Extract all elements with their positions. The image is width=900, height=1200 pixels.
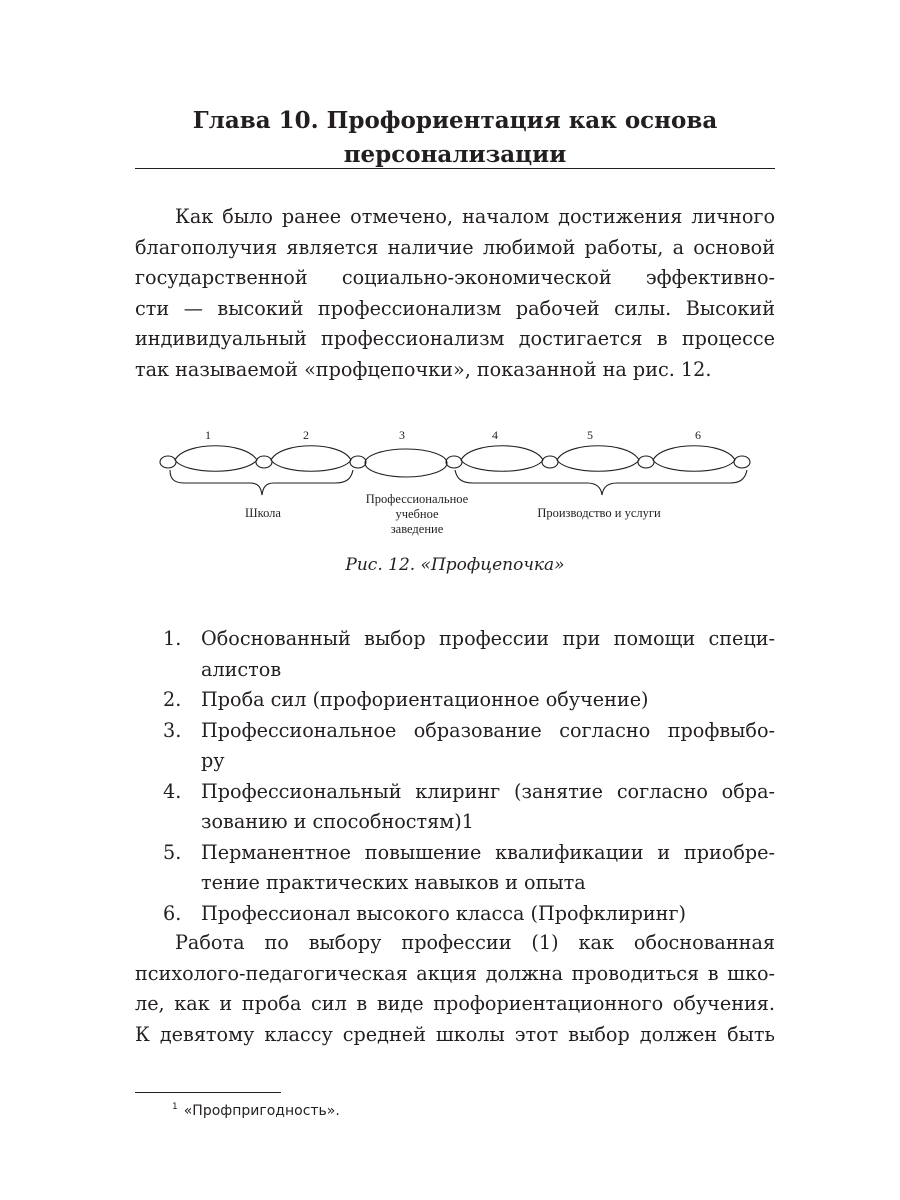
- figure-caption: Рис. 12. «Профцепочка»: [345, 555, 565, 575]
- group-label-edu-3: заведение: [390, 522, 444, 536]
- closing-paragraph: [135, 928, 775, 1050]
- step-text-line: Профессиональный клиринг (занятие согласно обра-: [201, 779, 775, 803]
- step-item-5: [135, 838, 775, 899]
- link-number-1: 1: [205, 428, 211, 442]
- link-number-3: 3: [399, 428, 405, 442]
- chapter-title-line-1: Глава 10. Профориентация как основа: [192, 107, 718, 134]
- profchain-diagram: [155, 425, 755, 545]
- link-number-5: 5: [587, 428, 593, 442]
- step-text-line: зованию и способностям)1: [201, 810, 474, 833]
- chain-joint: [638, 456, 654, 468]
- chain-link-2: [271, 446, 351, 472]
- chain-joint: [160, 456, 176, 468]
- step-text-line: Проба сил (профориентационное обучение): [201, 688, 649, 711]
- text-line: сти — высокий профессионализм рабочей силы. Высокий: [135, 296, 775, 320]
- text-line: Как было ранее отмечено, началом достижения личного: [175, 205, 775, 228]
- link-number-2: 2: [303, 428, 309, 442]
- brace-production: [455, 470, 747, 495]
- chapter-title: [135, 104, 775, 172]
- group-label-edu-2: учебное: [395, 507, 439, 521]
- group-label-production: Производство и услуги: [537, 506, 661, 520]
- step-number: 2.: [163, 688, 182, 711]
- intro-paragraph: [135, 202, 775, 385]
- title-divider: [135, 168, 775, 169]
- text-line: Работа по выбору профессии (1) как обоснованная: [175, 931, 775, 954]
- chain-joint: [446, 456, 462, 468]
- step-text-line: Профессиональное образование согласно профвыбо-: [201, 718, 775, 742]
- step-number: 5.: [163, 840, 182, 864]
- footnote-divider: [135, 1092, 281, 1093]
- step-item-3: [135, 716, 775, 777]
- profchain-figure: [155, 425, 755, 545]
- chain-joint: [542, 456, 558, 468]
- step-text-line: Обоснованный выбор профессии при помощи специ-: [201, 627, 775, 650]
- step-number: 4.: [163, 779, 182, 803]
- step-number: 1.: [163, 627, 182, 650]
- footnote: [172, 1097, 340, 1121]
- step-text-line: Перманентное повышение квалификации и приобре-: [201, 840, 775, 864]
- chain-link-5: [557, 446, 639, 472]
- text-line: так называемой «профцепочки», показанной на рис. 12.: [135, 357, 712, 381]
- step-item-2: [135, 685, 775, 716]
- brace-school: [170, 470, 353, 495]
- chain-link-4: [461, 446, 543, 472]
- footnote-text: «Профпригодность».: [183, 1103, 340, 1119]
- chain-joint: [256, 456, 272, 468]
- chain-link-1: [175, 446, 257, 472]
- step-text-line: алистов: [201, 657, 282, 681]
- text-line: индивидуальный профессионализм достигается в процессе: [135, 327, 775, 350]
- step-text-line: тение практических навыков и опыта: [201, 871, 586, 894]
- step-text-line: ру: [201, 749, 225, 772]
- text-line: государственной социально-экономической эффективно-: [135, 266, 775, 289]
- chain-joint: [350, 456, 366, 468]
- text-line: психолого-педагогическая акция должна проводиться в шко-: [135, 961, 775, 985]
- step-number: 3.: [163, 718, 182, 742]
- text-line: К девятому классу средней школы этот выбор должен быть: [135, 1022, 775, 1046]
- chain-link-3: [365, 449, 447, 477]
- step-text-line: Профессионал высокого класса (Профклиринг): [201, 901, 686, 925]
- group-label-edu-1: Профессиональное: [365, 492, 469, 506]
- step-item-6: [135, 899, 775, 930]
- chapter-title-line-2: персонализации: [343, 141, 567, 168]
- step-number: 6.: [163, 901, 182, 925]
- link-number-4: 4: [492, 428, 498, 442]
- profchain-steps: [135, 624, 775, 929]
- link-number-6: 6: [695, 428, 701, 442]
- chain-link-6: [653, 446, 735, 472]
- text-line: ле, как и проба сил в виде профориентационного обучения.: [135, 992, 775, 1015]
- step-item-4: [135, 777, 775, 838]
- footnote-marker: 1: [172, 1102, 178, 1112]
- step-item-1: [135, 624, 775, 685]
- chain-joint: [734, 456, 750, 468]
- group-label-school: Школа: [245, 506, 281, 520]
- text-line: благополучия является наличие любимой работы, а основой: [135, 235, 775, 259]
